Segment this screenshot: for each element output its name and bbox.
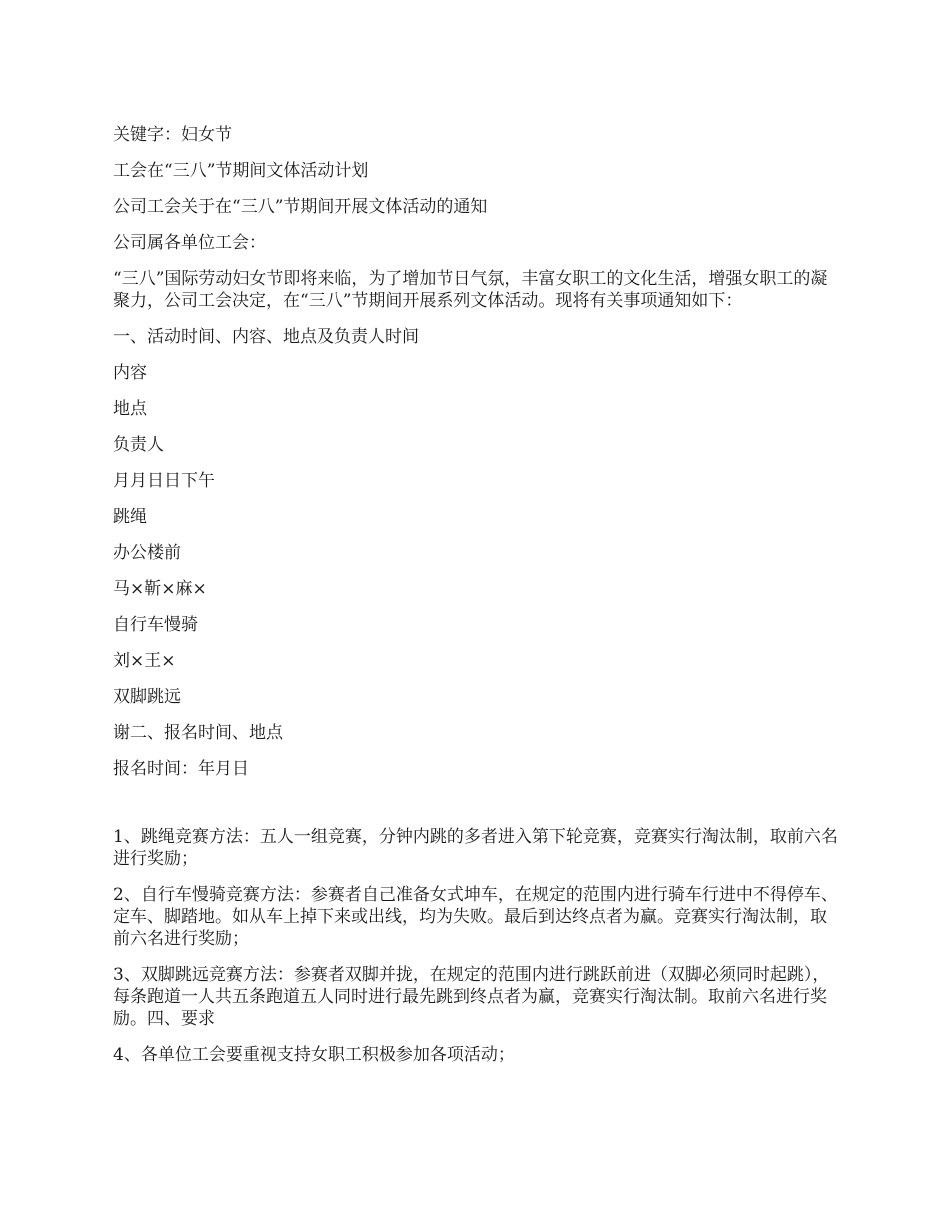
list-item: 月月日日下午 xyxy=(113,471,215,491)
notice-title: 公司工会关于在“三八”节期间开展文体活动的通知 xyxy=(113,197,488,217)
list-item: 马×靳×麻× xyxy=(113,579,207,599)
list-item: 谢二、报名时间、地点 xyxy=(113,723,283,743)
list-item: 刘×王× xyxy=(113,651,176,671)
intro-paragraph: “三八”国际劳动妇女节即将来临，为了增加节日气氛，丰富女职工的文化生活，增强女职工的凝聚力，公司工会决定，在“三八”节期间开展系列文体活动。现将有关事项通知如下： xyxy=(113,269,828,311)
rule-paragraph-2: 2、自行车慢骑竞赛方法：参赛者自己准备女式坤车，在规定的范围内进行骑车行进中不得停车、定车、脚踏地。如从车上掉下来或出线，均为失败。最后到达终点者为赢。竞赛实行淘汰制，取前六名进行奖励； xyxy=(113,885,838,949)
rule-paragraph-3: 3、双脚跳远竞赛方法：参赛者双脚并拢，在规定的范围内进行跳跃前进（双脚必须同时起跳），每条跑道一人共五条跑道五人同时进行最先跳到终点者为赢，竞赛实行淘汰制。取前六名进行奖励。四、要求 xyxy=(113,965,830,1029)
rule-paragraph-1: 1、跳绳竞赛方法：五人一组竞赛，分钟内跳的多者进入第下轮竞赛，竞赛实行淘汰制，取前六名进行奖励； xyxy=(113,827,838,869)
list-item: 报名时间：年月日 xyxy=(113,759,249,779)
section1-title: 一、活动时间、内容、地点及负责人时间 xyxy=(113,327,419,347)
list-item: 负责人 xyxy=(113,435,164,455)
plan-title: 工会在“三八”节期间文体活动计划 xyxy=(113,161,369,181)
document-body xyxy=(113,124,843,1080)
list-item: 办公楼前 xyxy=(113,543,181,563)
salutation: 公司属各单位工会： xyxy=(113,233,266,253)
list-item: 内容 xyxy=(113,363,147,383)
list-item: 双脚跳远 xyxy=(113,687,181,707)
spacer xyxy=(113,794,843,826)
list-item: 跳绳 xyxy=(113,507,147,527)
list-item: 地点 xyxy=(113,399,147,419)
rule-paragraph-4: 4、各单位工会要重视支持女职工积极参加各项活动； xyxy=(113,1045,515,1065)
keyword-line: 关键字：妇女节 xyxy=(113,125,232,145)
list-item: 自行车慢骑 xyxy=(113,615,198,635)
